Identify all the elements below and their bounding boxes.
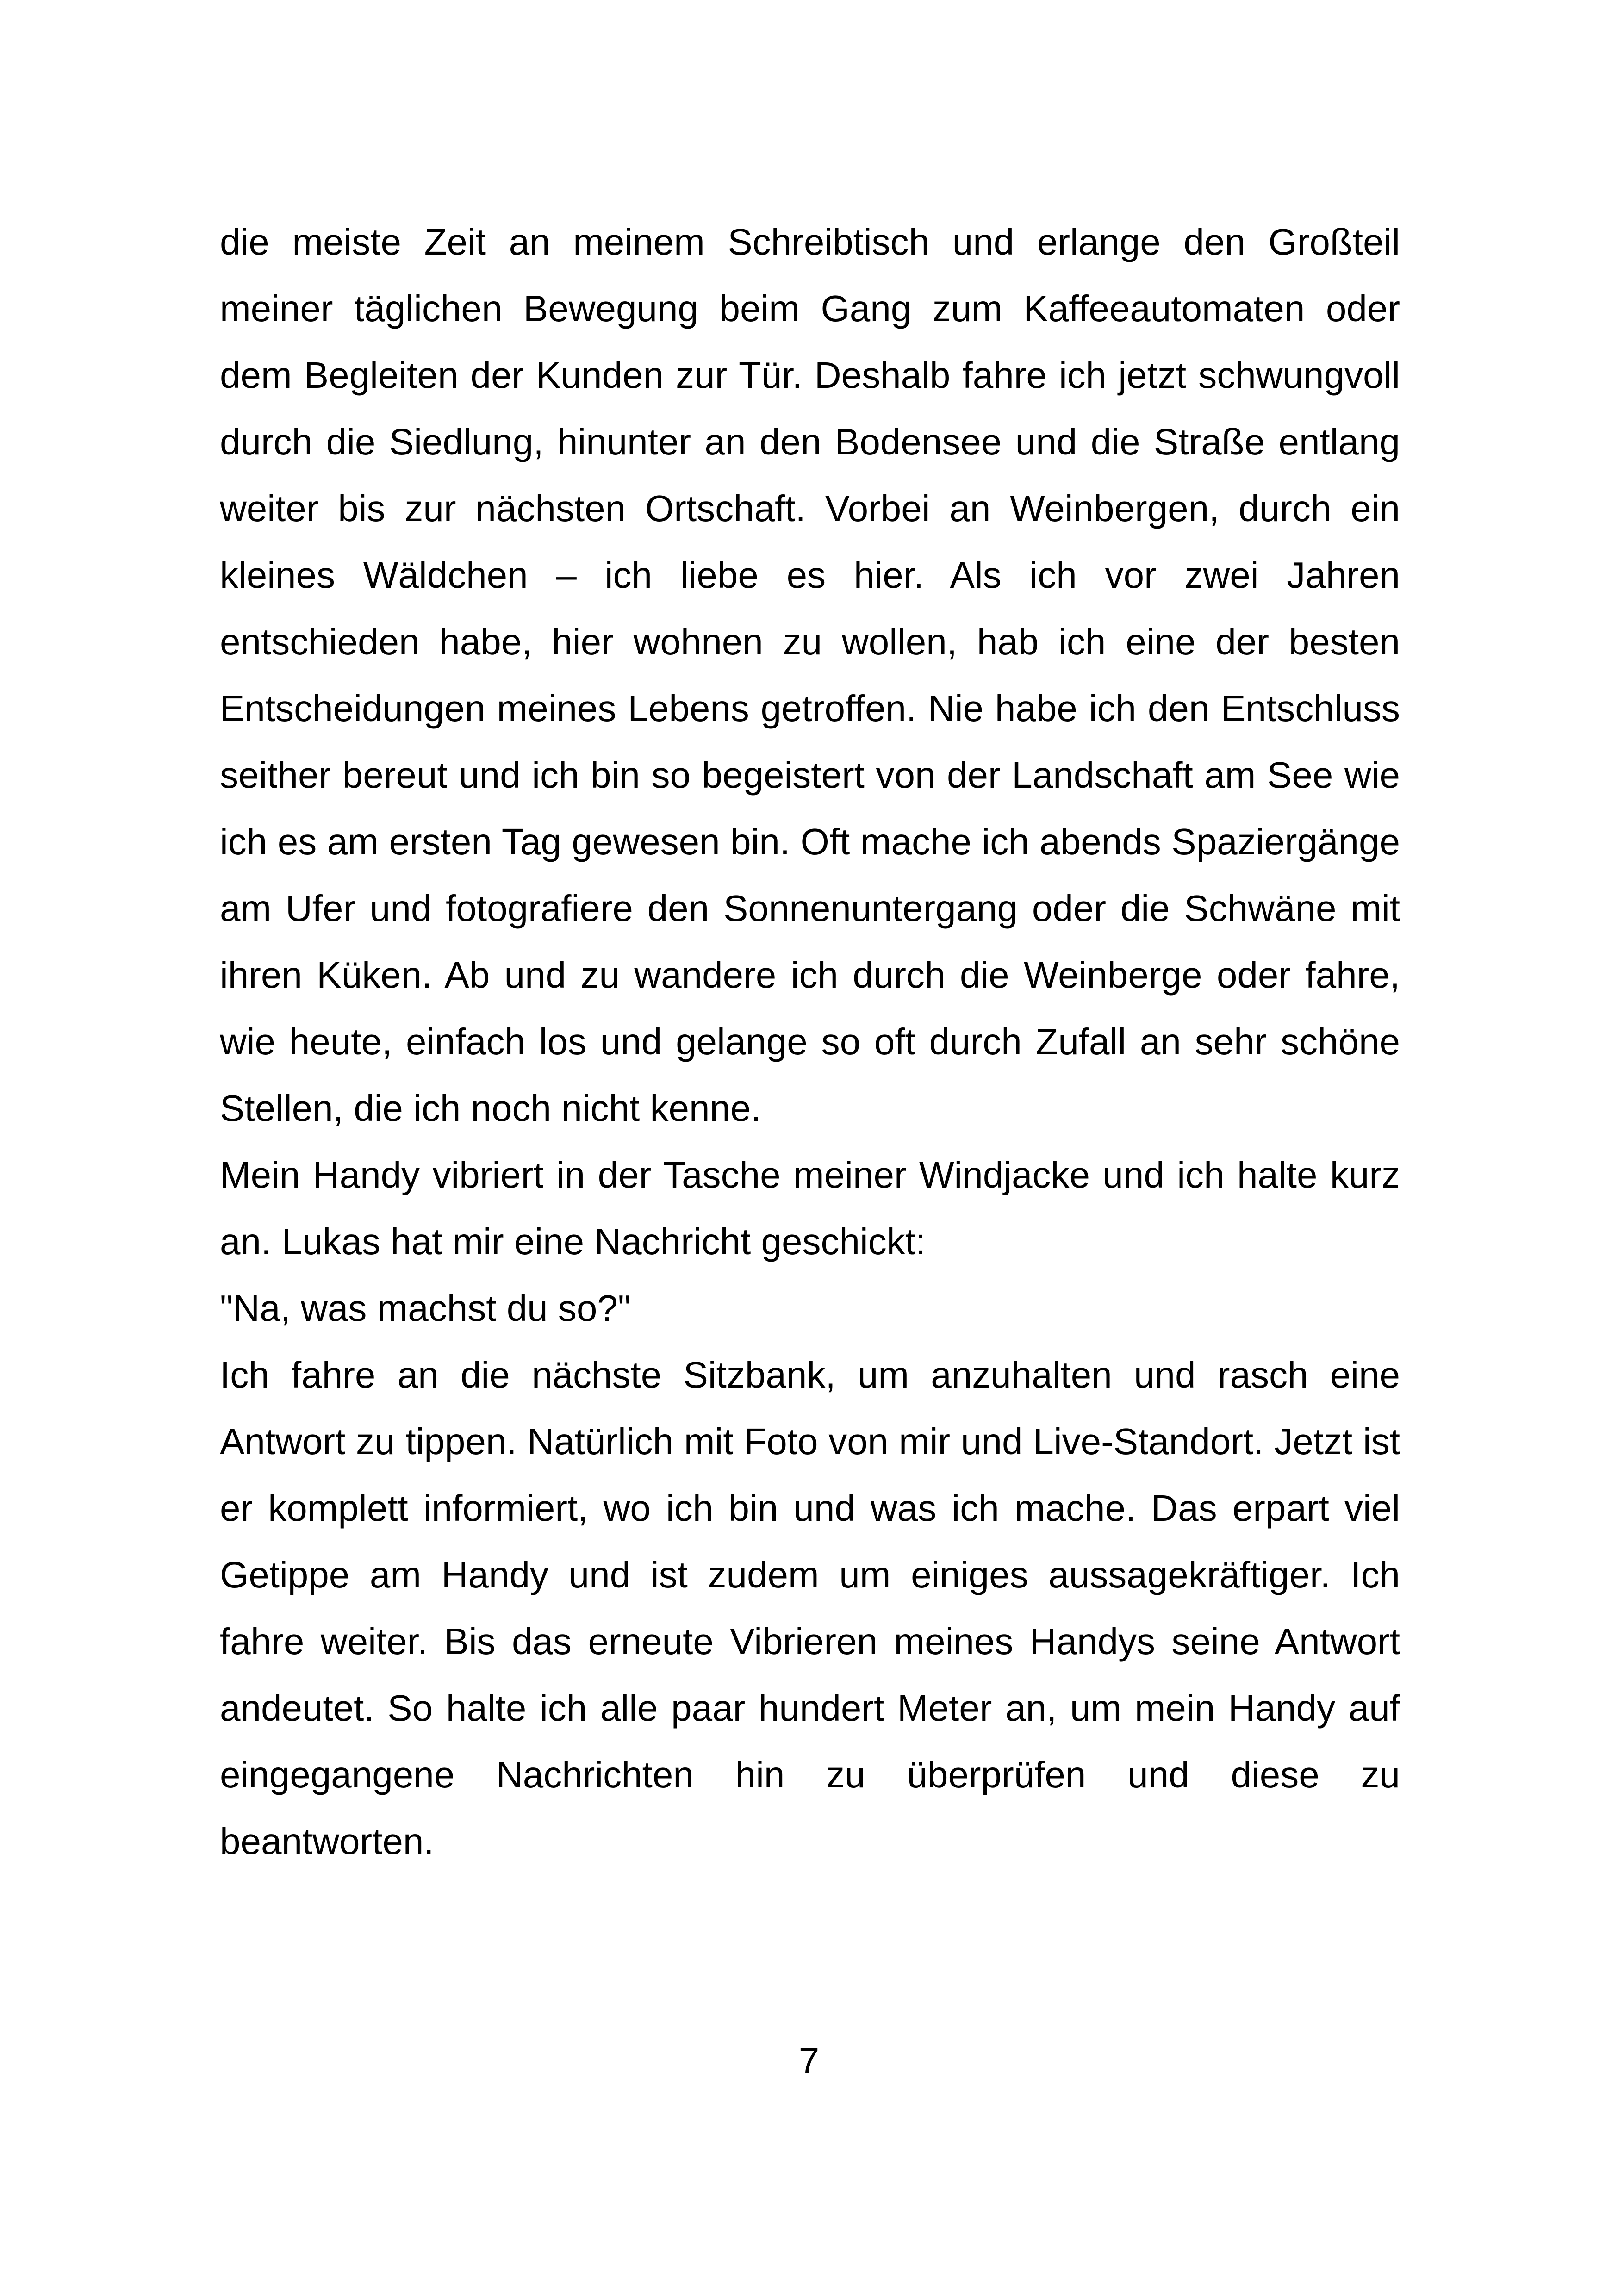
page-number: 7 <box>798 2040 820 2081</box>
paragraph-4: Ich fahre an die nächste Sitzbank, um anzuhalten und rasch eine Antwort zu tippen. Natürlich mit Foto von mir und Live-Standort. Jetzt ist er komplett informiert, wo ich bin und was ich mache. Das erpart viel Getippe am Handy und ist zudem um einiges aussagekräftiger. Ich fahre weiter. Bis das erneute Vibrieren meines Handys seine Antwort andeutet. So halte ich alle paar hundert Meter an, um mein Handy auf eingegangene Nachrichten hin zu überprüfen und diese zu beantworten. <box>220 1354 1400 1862</box>
paragraph-1: die meiste Zeit an meinem Schreibtisch und erlange den Großteil meiner täglichen Bewegung beim Gang zum Kaffeeautomaten oder dem Begleiten der Kunden zur Tür. Deshalb fahre ich jetzt schwungvoll durch die Siedlung, hinunter an den Bodensee und die Straße entlang weiter bis zur nächsten Ortschaft. Vorbei an Weinbergen, durch ein kleines Wäldchen – ich liebe es hier. Als ich vor zwei Jahren entschieden habe, hier wohnen zu wollen, hab ich eine der besten Entscheidungen meines Lebens getroffen. Nie habe ich den Entschluss seither bereut und ich bin so begeistert von der Landschaft am See wie ich es am ersten Tag gewesen bin. Oft mache ich abends Spaziergänge am Ufer und fotografiere den Sonnenuntergang oder die Schwäne mit ihren Küken. Ab und zu wandere ich durch die Weinberge oder fahre, wie heute, einfach los und gelange so oft durch Zufall an sehr schöne Stellen, die ich noch nicht kenne. <box>220 221 1400 1129</box>
paragraph-2: Mein Handy vibriert in der Tasche meiner Windjacke und ich halte kurz an. Lukas hat mir eine Nachricht geschickt: <box>220 1154 1400 1262</box>
paragraph-3-quote: "Na, was machst du so?" <box>220 1288 631 1329</box>
body-text <box>220 209 1400 1875</box>
